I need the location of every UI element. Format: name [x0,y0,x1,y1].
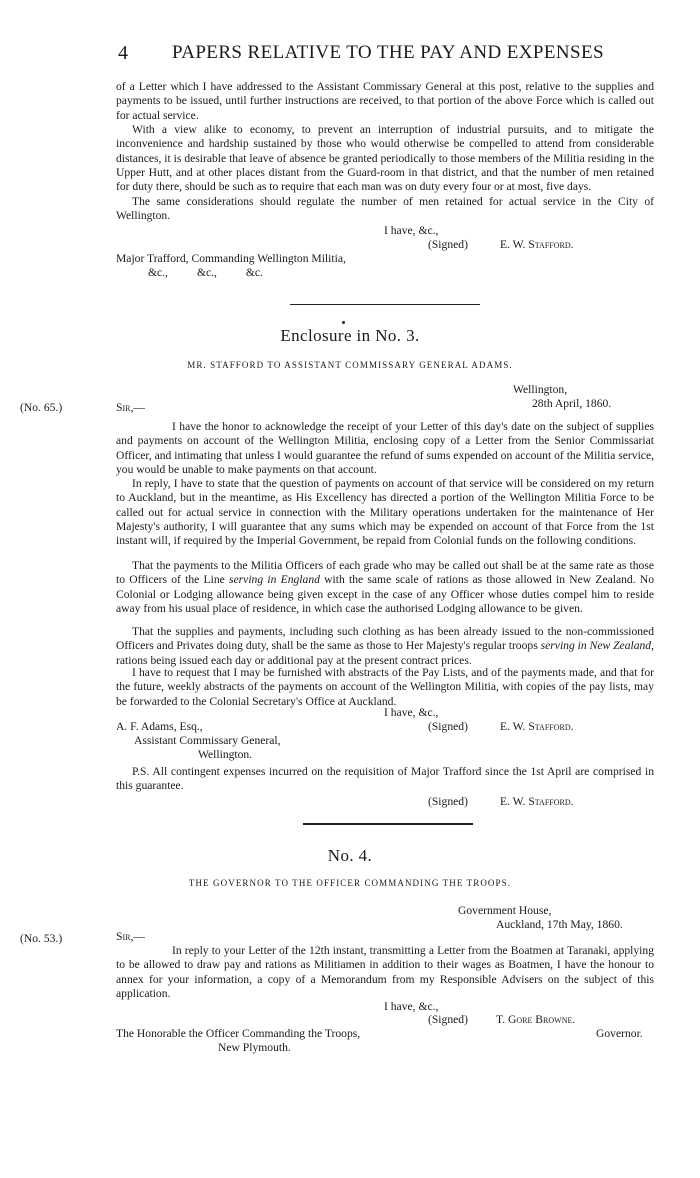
enclosure-title: Enclosure in No. 3. [280,326,420,345]
no4-signed-label: (Signed) [428,1013,468,1026]
letter1-paragraph-3: The same considerations should regulate the number of men retained for actual service in the City of Wellington. [116,195,654,223]
enclosure-closing: I have, &c., [384,706,439,719]
page-number: 4 [118,42,128,64]
letter1-signature: E. W. Stafford. [500,238,574,251]
enclosure-paragraph-4: That the supplies and payments, including such clothing as has been already issued to the non-commissioned Officers and Privates doing duty, shall be the same as those to Her Majesty's regular troops serving in New Zealand, rations being issued each day or additional pay at the present contract prices. [116,625,654,667]
enclosure-addressee-place: Wellington. [198,748,253,761]
enclosure-signed-label: (Signed) [428,720,468,733]
enclosure-postscript: P.S. All contingent expenses incurred on the requisition of Major Trafford since the 1st April are comprised in this guarantee. [116,765,654,793]
letter1-addressee: Major Trafford, Commanding Wellington Militia, [116,252,346,265]
enclosure-paragraph-3: That the payments to the Militia Officers of each grade who may be called out shall be at the same rate as those to Officers of the Line serving in England with the same scale of rations as those allowed in New Zealand. No Colonial or Lodging allowance being given except in the case of any Officer whose duties compel him to reside away from his usual place of residence, in which case the authorised Lodging allowance to be given. [116,559,655,615]
section-divider-thick [303,823,473,825]
no4-addressee-place: New Plymouth. [218,1041,291,1054]
enclosure-date: 28th April, 1860. [532,397,612,410]
letter1-paragraph-2: With a view alike to economy, to prevent an interruption of industrial pursuits, and to mitigate the inconvenience and hardship sustained by those who would otherwise be compelled to attend from considerable distances, it is desirable that leave of absence be granted periodically to those members of the Militia residing in the Upper Hutt, and at other places distant from the Guard-room in that district, and that the number of men retained for duty there, should be such as to require that each man was on duty every four or at most, five days. [116,123,654,194]
enclosure-signature: E. W. Stafford. [500,720,574,733]
no4-addressee: The Honorable the Officer Commanding the Troops, [116,1027,361,1040]
no4-margin-reference: (No. 53.) [20,932,63,945]
enclosure-addressee-title: Assistant Commissary General, [134,734,281,747]
no4-paragraph-1: In reply to your Letter of the 12th instant, transmitting a Letter from the Boatmen at Taranaki, applying to be allowed to draw pay and rations as Militiamen in addition to their wages as Boatmen, I have the honour to annex for your information, a copy of a Memorandum from my Responsible Advisers on the subject of this application. [116,944,654,1000]
no4-place: Government House, [458,904,552,917]
running-title: PAPERS RELATIVE TO THE PAY AND EXPENSES [172,42,604,63]
enclosure-salutation: Sir,— [116,401,145,414]
section-divider [290,304,480,305]
printer-mark [342,321,345,324]
enclosure-paragraph-1: I have the honor to acknowledge the receipt of your Letter of this day's date on the subject of supplies and payments on account of the Wellington Militia, enclosing copy of a Letter from the Senior Commissariat Officer, and intimating that unless I would guarantee the refund of sums expended on account of the Militia service, you would be unable to make payments on that account. [116,420,654,476]
enclosure-place: Wellington, [513,383,568,396]
no4-closing: I have, &c., [384,1000,439,1013]
enclosure-addressee: A. F. Adams, Esq., [116,720,203,733]
enclosure-paragraph-2: In reply, I have to state that the question of payments on account of that service will be considered on my return to Auckland, but in the meantime, as His Excellency has directed a portion of the Wellington Militia Force to be called out for actual service in connection with the Military operations undertaken for the maintenance of Her Majesty's authority, I will guarantee that any sums which may be expended on account of that Force from the 1st instant will, if required by the Imperial Government, be repaid from Colonial funds on the following conditions. [116,477,654,548]
no4-salutation: Sir,— [116,930,145,943]
no4-signature: T. Gore Browne. [496,1013,576,1026]
enclosure-margin-reference: (No. 65.) [20,401,63,414]
letter1-signed-label: (Signed) [428,238,468,251]
no4-date: Auckland, 17th May, 1860. [496,918,623,931]
postscript-signature: E. W. Stafford. [500,795,574,808]
no4-subtitle: THE GOVERNOR TO THE OFFICER COMMANDING THE TROOPS. [188,878,512,888]
letter1-paragraph-1: of a Letter which I have addressed to the Assistant Commissary General at this post, relative to the supplies and payments to be issued, until further instructions are received, to that portion of the above Force which is called out for actual service. [116,80,654,122]
no4-signature-title: Governor. [596,1027,643,1040]
page-header [118,42,668,66]
enclosure-subtitle: MR. STAFFORD TO ASSISTANT COMMISSARY GENERAL ADAMS. [187,360,513,370]
letter1-closing: I have, &c., [384,224,439,237]
postscript-signed-label: (Signed) [428,795,468,808]
no4-title: No. 4. [327,846,373,865]
letter1-addressee-etc: &c., &c., &c. [148,266,263,279]
enclosure-paragraph-5: I have to request that I may be furnished with abstracts of the Pay Lists, and of the payments made, and that for the future, weekly abstracts of the payments on account of the Wellington Militia, with copies of the pay lists, may be forwarded to the Colonial Secretary's Office at Auckland. [116,666,654,708]
